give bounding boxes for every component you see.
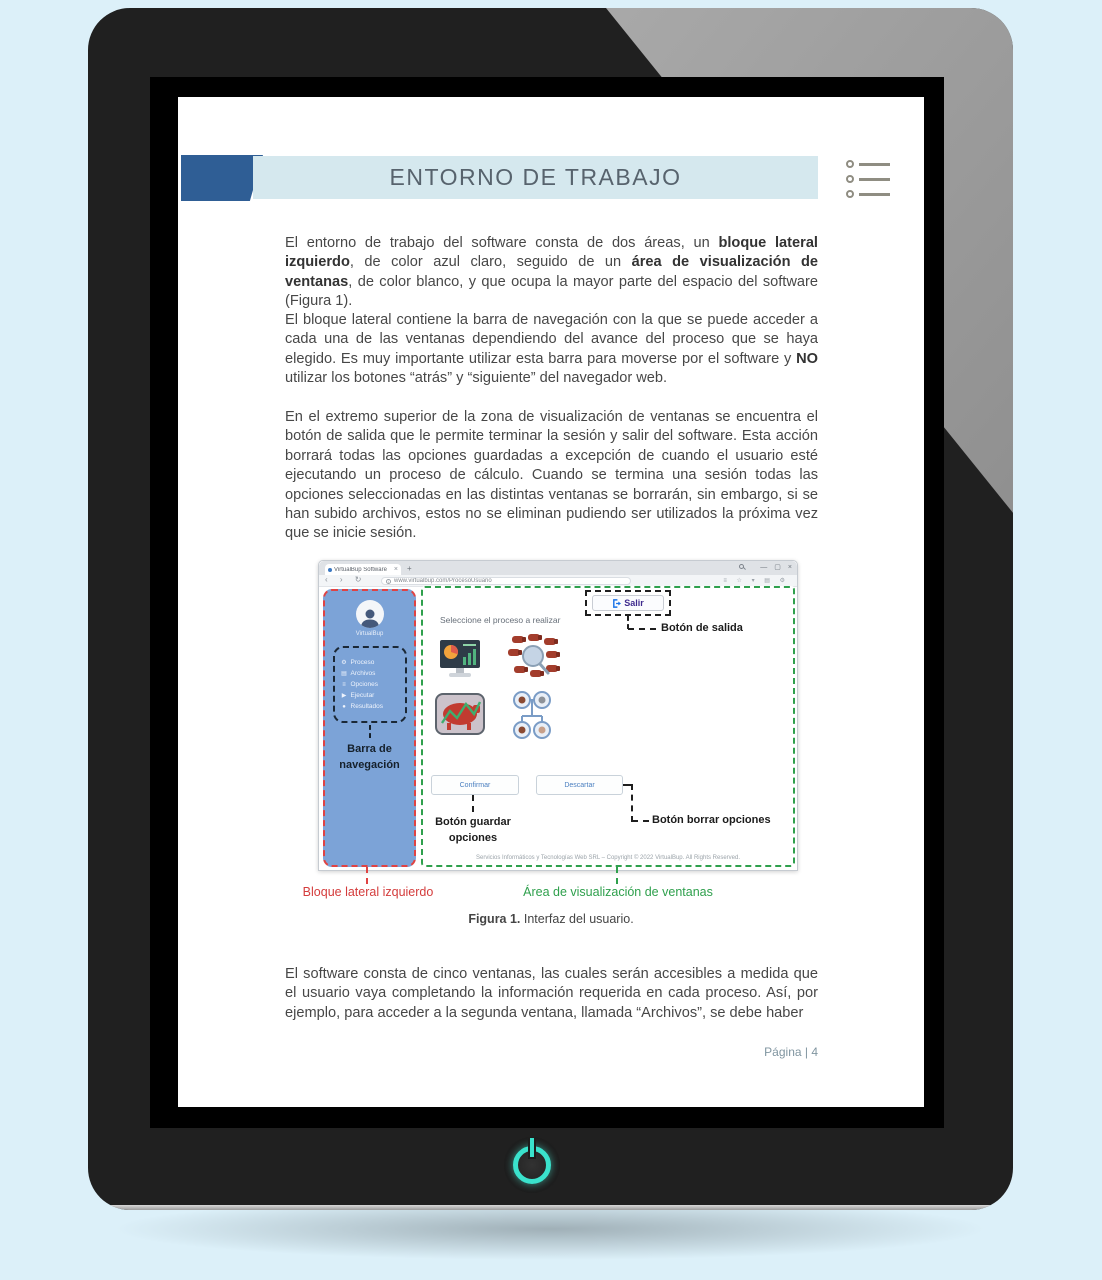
toc-bullet-icon	[846, 190, 854, 198]
exit-label: Salir	[624, 598, 644, 608]
paragraph-1: El entorno de trabajo del software consta de dos áreas, un bloque lateral izquierdo, de color azul claro, seguido de un área de visualización de ventanas, de color blanco, y que ocupa la mayor parte del espacio del software (Figura 1).	[285, 235, 818, 310]
table-of-contents-icon[interactable]	[846, 160, 890, 198]
sidebar-block	[323, 589, 416, 867]
logout-icon	[612, 599, 621, 608]
power-button[interactable]	[504, 1137, 560, 1193]
nav-label: Proceso	[350, 659, 375, 666]
discard-button[interactable]: Descartar	[536, 775, 623, 795]
toc-line-icon	[859, 193, 890, 196]
figure-caption-number: Figura 1.	[468, 912, 521, 926]
browser-extension-icons[interactable]: ≡ ☆ ▾ ▤ ⚙	[723, 578, 789, 584]
toc-row	[846, 190, 890, 198]
page-title: ENTORNO DE TRABAJO	[389, 164, 682, 190]
confirm-button[interactable]: Confirmar	[431, 775, 519, 795]
back-forward-reload-icons[interactable]: ‹ › ↻	[325, 575, 367, 584]
nav-label: Resultados	[350, 703, 384, 710]
nav-label: Ejecutar	[350, 692, 375, 699]
opciones-icon: ≡	[342, 681, 346, 688]
toc-row	[846, 160, 890, 168]
new-tab-button[interactable]: +	[407, 564, 412, 573]
page-number: Página | 4	[764, 1045, 818, 1059]
paragraph-4: El software consta de cinco ventanas, las cuales serán accesibles a medida que el usuario vaya completando la información requerida en cada proceso. Así, por ejemplo, para acceder a la segunda ventana, llamada “Archivos”, se debe haber	[285, 966, 818, 1021]
figure-caption	[178, 912, 924, 926]
browser-content	[319, 587, 797, 870]
process-option-herd-icon[interactable]	[506, 634, 562, 691]
navigation-bar	[333, 646, 407, 723]
tab-close-icon[interactable]: ×	[393, 566, 398, 573]
favicon-icon	[328, 568, 332, 572]
save-annotation: Botón guardar opciones	[435, 816, 511, 844]
annotation-connector	[616, 867, 618, 884]
sidebar-area-annotation: Bloque lateral izquierdo	[302, 885, 434, 899]
toc-line-icon	[859, 163, 890, 166]
nav-label: Opciones	[350, 681, 378, 688]
tablet-screen	[150, 77, 944, 1128]
process-option-pedigree-icon[interactable]	[508, 690, 556, 745]
archivos-icon: ▤	[341, 671, 347, 677]
navbar-annotation: Barra de navegación	[339, 743, 400, 771]
toc-bullet-icon	[846, 175, 854, 183]
url-field[interactable]	[381, 577, 631, 585]
person-icon	[359, 606, 381, 628]
search-icon[interactable]	[739, 564, 745, 570]
annotation-connector	[369, 725, 371, 738]
exit-annotation: Botón de salida	[661, 622, 743, 634]
tab-title: VirtualBup Software	[334, 566, 387, 573]
tablet-frame	[88, 8, 1013, 1210]
browser-tab[interactable]	[325, 564, 401, 575]
ejecutar-icon: ▶	[341, 693, 347, 699]
annotation-connector	[631, 784, 633, 822]
power-icon-bar	[528, 1138, 536, 1159]
minimize-button[interactable]: —	[760, 563, 768, 571]
site-info-icon[interactable]: i	[386, 579, 391, 584]
figure-1	[318, 560, 798, 871]
figure-caption-text: Interfaz del usuario.	[520, 912, 634, 926]
url-text: www.virtualbup.com/ProcesoUsuario	[394, 578, 492, 584]
main-area-annotation: Área de visualización de ventanas	[523, 885, 713, 899]
paragraph-2: El bloque lateral contiene la barra de navegación con la que se puede acceder a cada una de las ventanas dependiendo del avance del proceso que se haya elegido. Es muy importante utilizar esta barra para moverse por el software y NO utilizar los botones “atrás” y “siguiente” del navegador web.	[285, 312, 818, 387]
maximize-button[interactable]: ▢	[774, 564, 781, 571]
figure-footer-text: Servicios Informáticos y Tecnologías Web SRL – Copyright © 2022 VirtualBup. All Rights Reserved.	[476, 855, 740, 861]
toc-row	[846, 175, 890, 183]
annotation-connector	[632, 820, 649, 822]
process-prompt: Seleccione el proceso a realizar	[440, 615, 561, 625]
username-label: VirtualBup	[355, 631, 384, 637]
exit-button[interactable]	[592, 595, 664, 611]
nav-item-ejecutar[interactable]	[341, 692, 399, 699]
nav-label: Archivos	[350, 670, 376, 677]
nav-item-proceso[interactable]	[341, 659, 399, 666]
browser-tab-bar	[319, 561, 797, 575]
annotation-connector	[366, 867, 368, 884]
browser-window	[318, 560, 798, 871]
nav-item-archivos[interactable]	[341, 670, 399, 677]
discard-annotation: Botón borrar opciones	[652, 814, 771, 826]
proceso-icon: ⚙	[341, 660, 347, 666]
document-page	[178, 97, 924, 1107]
tablet-base-edge	[104, 1205, 997, 1210]
nav-item-opciones[interactable]	[341, 681, 399, 688]
process-option-cow-chart-icon[interactable]	[435, 693, 485, 740]
exit-annotation-box	[585, 590, 671, 616]
header-accent-shape	[181, 155, 263, 201]
nav-item-resultados[interactable]	[341, 703, 399, 710]
process-option-monitor-icon[interactable]	[437, 639, 483, 686]
avatar	[356, 600, 384, 628]
paragraph-3: En el extremo superior de la zona de visualización de ventanas se encuentra el botón de salida que le permite terminar la sesión y salir del software. Esta acción borrará todas las opciones guardadas a excepción de cuando el usuario esté ejecutando un proceso de cálculo. Cuando se termina una sesión todas las opciones seleccionadas en las distintas ventanas se borrarán, sin embargo, si se han subido archivos, estos no se eliminan pudiendo ser utilizados la próxima vez que se inicie sesión.	[285, 409, 818, 542]
toc-bullet-icon	[846, 160, 854, 168]
window-display-area	[421, 586, 795, 867]
annotation-connector	[472, 795, 474, 812]
resultados-icon: ●	[342, 703, 346, 710]
close-button[interactable]: ×	[787, 563, 792, 571]
toc-line-icon	[859, 178, 890, 181]
annotation-connector	[628, 628, 656, 630]
